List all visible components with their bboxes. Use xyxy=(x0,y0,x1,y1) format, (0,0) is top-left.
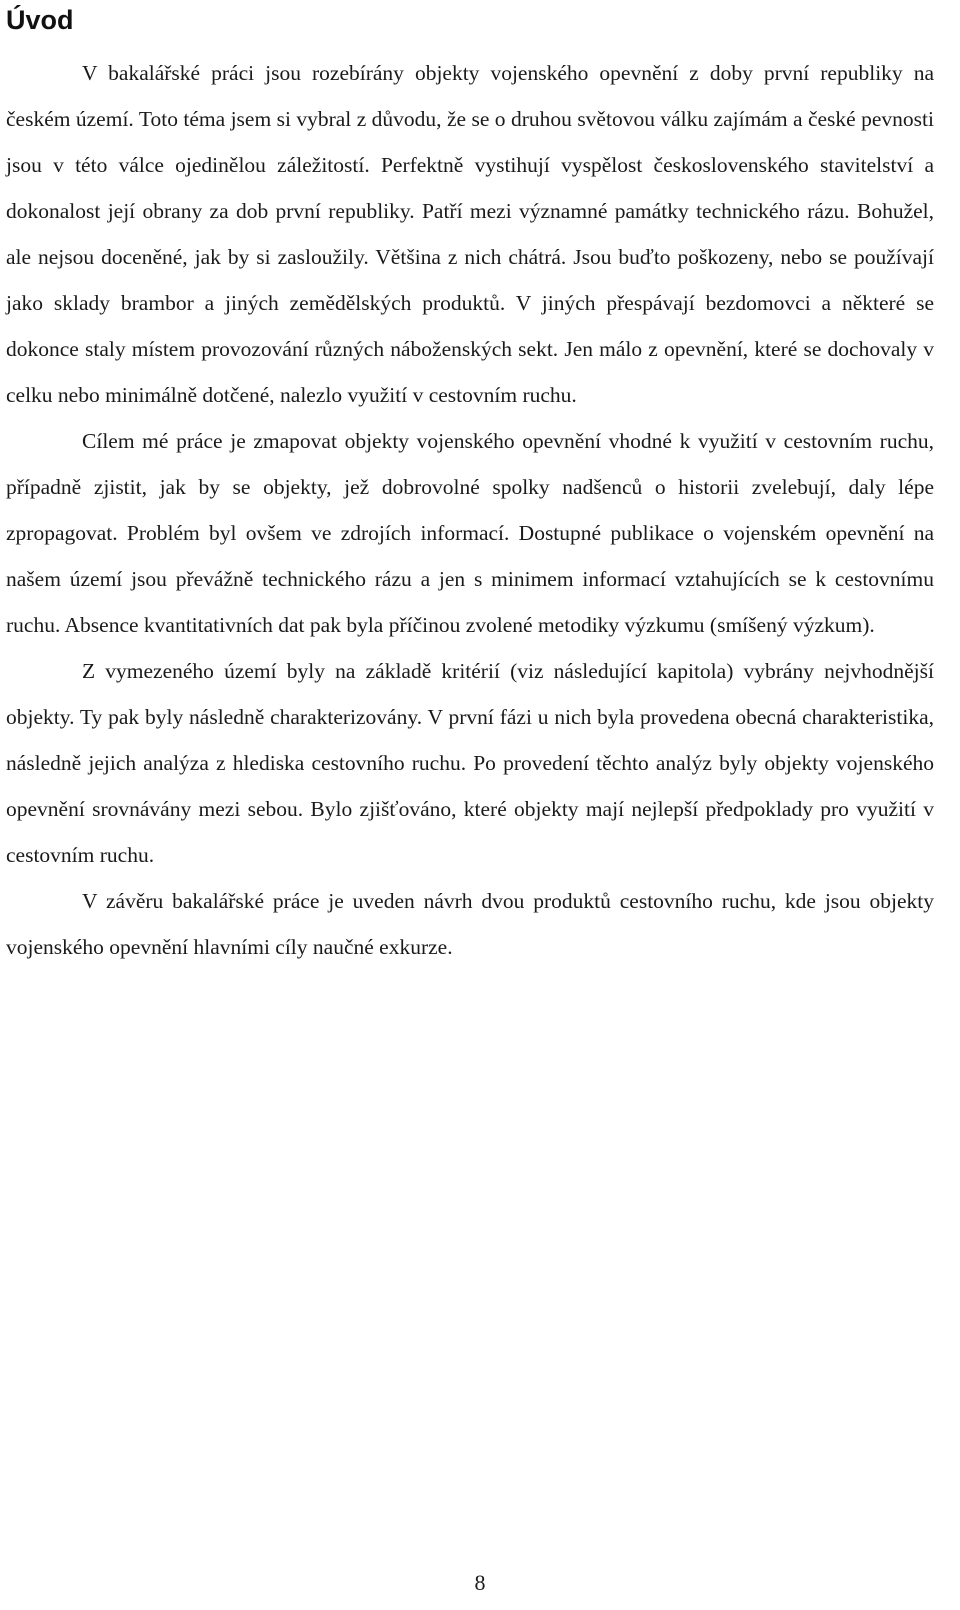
paragraph-1: V bakalářské práci jsou rozebírány objekty vojenského opevnění z doby první republiky na českém území. Toto téma jsem si vybral z důvodu, že se o druhou světovou válku zajímám a české pevnosti jsou v této válce ojedinělou záležitostí. Perfektně vystihují vyspělost československého stavitelství a dokonalost její obrany za dob první republiky. Patří mezi významné památky technického rázu. Bohužel, ale nejsou doceněné, jak by si zasloužily. Většina z nich chátrá. Jsou buďto poškozeny, nebo se používají jako sklady brambor a jiných zemědělských produktů. V jiných přespávají bezdomovci a některé se dokonce staly místem provozování různých náboženských sekt. Jen málo z opevnění, které se dochovaly v celku nebo minimálně dotčené, nalezlo využití v cestovním ruchu. xyxy=(6,61,934,407)
section-heading: Úvod xyxy=(6,5,74,35)
paragraph-4: V závěru bakalářské práce je uveden návrh dvou produktů cestovního ruchu, kde jsou objekty vojenského opevnění hlavními cíly naučné exkurze. xyxy=(6,889,934,959)
paragraph-3: Z vymezeného území byly na základě kritérií (viz následující kapitola) vybrány nejvhodnější objekty. Ty pak byly následně charakterizovány. V první fázi u nich byla provedena obecná charakteristika, následně jejich analýza z hlediska cestovního ruchu. Po provedení těchto analýz byly objekty vojenského opevnění srovnávány mezi sebou. Bylo zjišťováno, které objekty mají nejlepší předpoklady pro využití v cestovním ruchu. xyxy=(6,659,934,867)
page-number: 8 xyxy=(474,1570,486,1595)
paragraph-2: Cílem mé práce je zmapovat objekty vojenského opevnění vhodné k využití v cestovním ruchu, případně zjistit, jak by se objekty, jež dobrovolné spolky nadšenců o historii zvelebují, daly lépe zpropagovat. Problém byl ovšem ve zdrojích informací. Dostupné publikace o vojenském opevnění na našem území jsou převážně technického rázu a jen s minimem informací vztahujících se k cestovnímu ruchu. Absence kvantitativních dat pak byla příčinou zvolené metodiky výzkumu (smíšený výzkum). xyxy=(6,429,934,637)
